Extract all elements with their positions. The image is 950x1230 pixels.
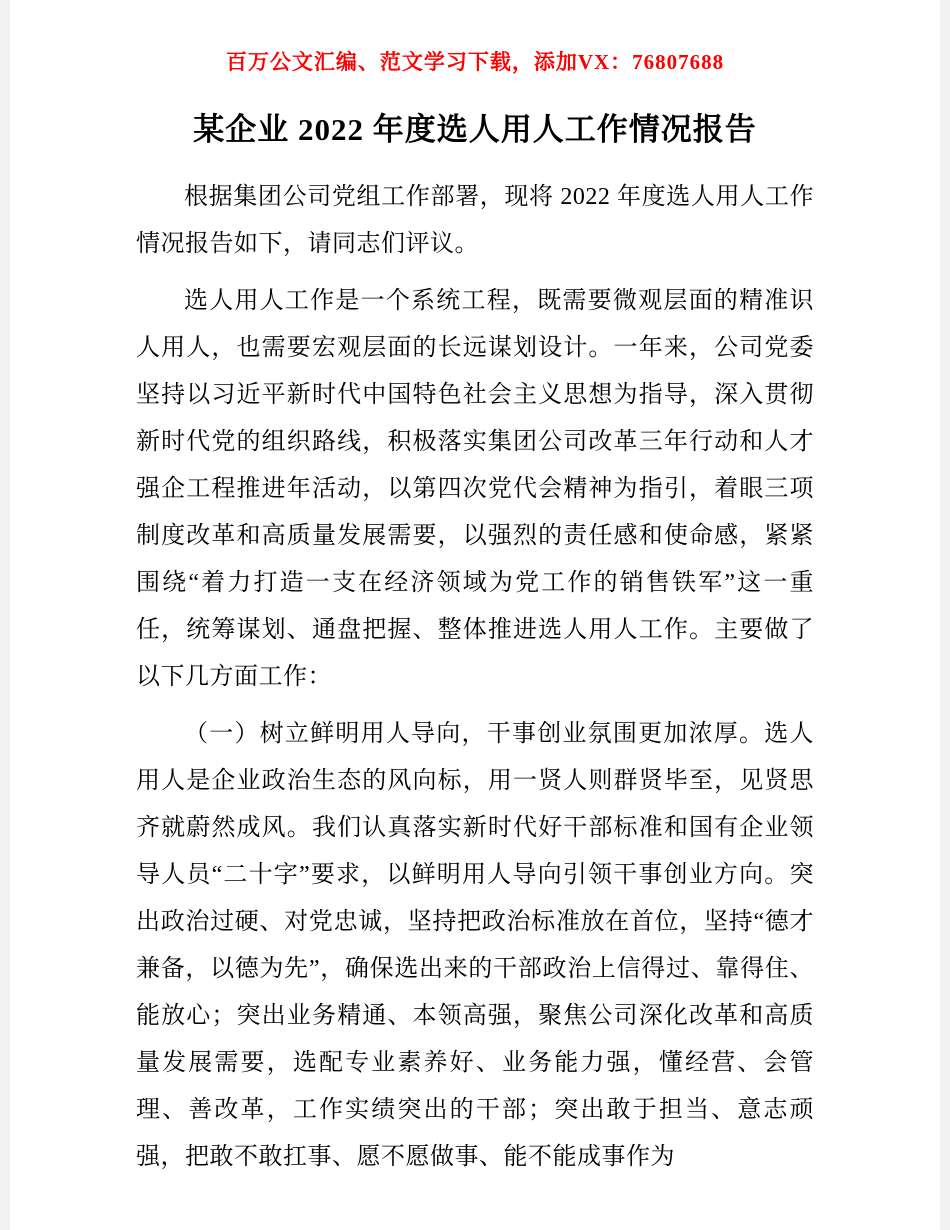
document-page [10,0,940,1230]
watermark-notice: 百万公文汇编、范文学习下载，添加VX：76807688 [225,50,725,74]
document-title: 某企业 2022 年度选人用人工作情况报告 [193,112,757,147]
paragraph-section-one: （一）树立鲜明用人导向，干事创业氛围更加浓厚。选人用人是企业政治生态的风向标，用一贤人则群贤毕至，见贤思齐就蔚然成风。我们认真落实新时代好干部标准和国有企业领导人员“二十字”要求，以鲜明用人导向引领干事创业方向。突出政治过硬、对党忠诚，坚持把政治标准放在首位，坚持“德才兼备，以德为先”，确保选出来的干部政治上信得过、靠得住、能放心；突出业务精通、本领高强，聚焦公司深化改革和高质量发展需要，选配专业素养好、业务能力强，懂经营、会管理、善改革，工作实绩突出的干部；突出敢于担当、意志顽强，把敢不敢扛事、愿不愿做事、能不能成事作为 [136,721,814,1170]
document-body [136,174,814,1181]
paragraph-overview: 选人用人工作是一个系统工程，既需要微观层面的精准识人用人，也需要宏观层面的长远谋划设计。一年来，公司党委坚持以习近平新时代中国特色社会主义思想为指导，深入贯彻新时代党的组织路线，积极落实集团公司改革三年行动和人才强企工程推进年活动，以第四次党代会精神为指引，着眼三项制度改革和高质量发展需要，以强烈的责任感和使命感，紧紧围绕“着力打造一支在经济领域为党工作的销售铁军”这一重任，统筹谋划、通盘把握、整体推进选人用人工作。主要做了以下几方面工作： [136,288,814,690]
paragraph-intro: 根据集团公司党组工作部署，现将 2022 年度选人用人工作情况报告如下，请同志们评议。 [136,184,814,257]
